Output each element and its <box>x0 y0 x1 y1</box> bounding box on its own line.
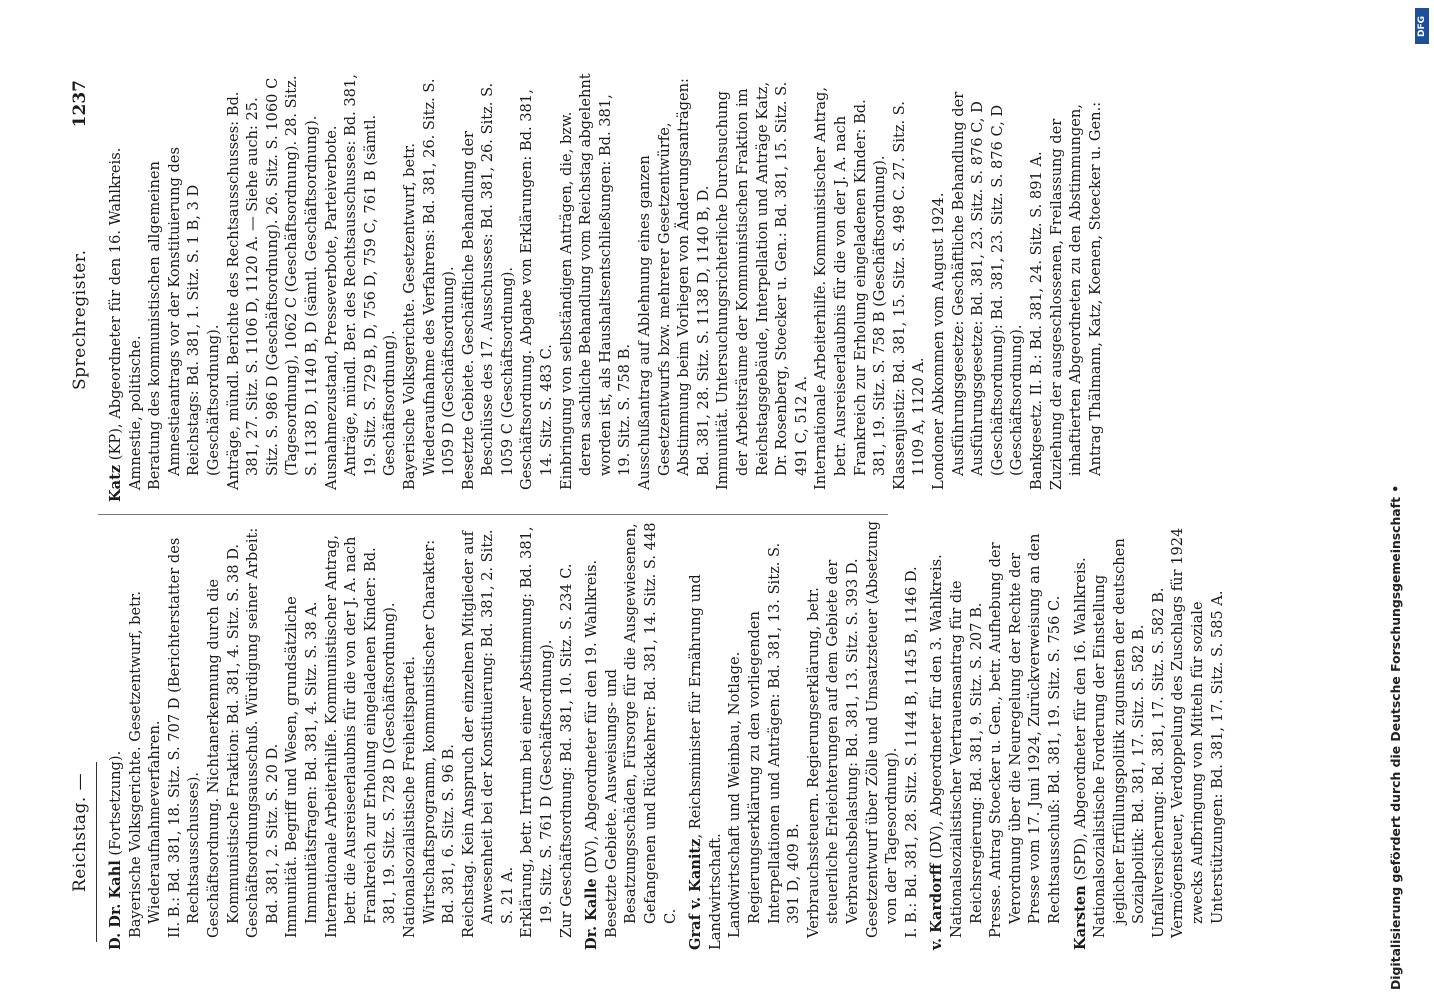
entry-line: Besetzte Gebiete. Geschäftliche Behandlung der Beschlüsse des 17. Ausschusses: Bd. 381, 26. Sitz. S. 1059 C (Geschäftsordnung). <box>459 82 516 490</box>
header-rule <box>96 762 97 942</box>
entry-line: Amnestie, politische. <box>126 335 144 490</box>
entry-line: Bayerische Volksgerichte. Gesetzentwurf, betr. Wiederaufnahmeverfahren. <box>126 591 164 938</box>
speaker-name: D. Dr. Kahl <box>107 860 124 950</box>
entry-line: Ausschußantrag auf Ablehnung eines ganzen Gesetzentwurfs bzw. mehrerer Gesetzentwürfe, Abstimmung beim Vorliegen von Änderungsanträgen: Bd. 381, 28. Sitz. S. 1138 D, 1140 B, D. <box>636 78 712 490</box>
speaker-description: (KP), Abgeordneter für den 16. Wahlkreis. <box>107 147 124 465</box>
entry-line: Gesetzentwurf über Zölle und Umsatzsteuer (Absetzung von der Tagesordnung). <box>863 520 901 938</box>
entry-line: Beratung des kommunistischen allgemeinen Amnestieantrags vor der Konstituierung des Reichstags: Bd. 381, 1. Sitz. S. 1 B, 3 D (Geschäftsordnung). <box>146 147 222 490</box>
speaker-description: , Reichsminister für Ernährung und Landwirtschaft. <box>687 574 724 950</box>
header-center: Sprechregister. <box>70 249 90 390</box>
speaker-description: (DV), Abgeordneter für den 3. Wahlkreis. <box>928 554 946 864</box>
entry-line: Vermögensteuer, Verdoppelung des Zuschlags für 1924 zwecks Aufbringung von Mitteln für soziale Unterstützungen: Bd. 381, 17. Sitz. S. 585 A. <box>1169 527 1226 938</box>
speaker-name: v. Kardorff <box>928 863 946 950</box>
speaker-name: Karsten <box>1071 885 1089 950</box>
speaker-name: Katz <box>107 464 124 502</box>
entry-line: Londoner Abkommen vom August 1924. Ausführungsgesetze: Geschäftliche Behandlung der Ausführungsgesetze: Bd. 381, 23. Sitz. S. 876 C, D (Geschäftsordnung): Bd. 381, 23. Sitz. S. 876 C, D (Geschäftsordnung). <box>929 91 1026 490</box>
entry-line: Geschäftsordnungsausschuß. Würdigung seiner Arbeit: Bd. 381, 2. Sitz. S. 20 D. <box>244 527 281 938</box>
entry-line: II. B.: Bd. 381, 18. Sitz. S. 707 D (Berichterstatter des Rechtsausschusses). <box>165 537 203 938</box>
entry-line: Unfallversicherung: Bd. 381, 17. Sitz. S. 582 B. <box>1149 587 1167 938</box>
rotated-page <box>68 70 1368 950</box>
register-entry <box>106 520 576 950</box>
entry-line: Nationalsozialistischer Vertrauensantrag für die Reichsregierung: Bd. 381, 9. Sitz. S. 207 B. <box>947 580 985 938</box>
speaker-description: (SPD), Abgeordneter für den 16. Wahlkreis. <box>1071 557 1089 886</box>
register-entry <box>927 520 1064 950</box>
entry-line: Besetzte Gebiete. Ausweisungs- und Besatzungsschäden, Fürsorge für die Ausgewiesenen, Gefangenen und Rückkehrer: Bd. 381, 14. Sitz. S. 448 C. <box>602 522 679 938</box>
entry-heading <box>1071 520 1091 950</box>
entry-heading <box>106 520 126 950</box>
entry-line: I. B.: Bd. 381, 28. Sitz. S. 1144 B, 1145 B, 1146 D. <box>902 566 920 938</box>
left-column <box>106 520 1233 950</box>
credit-line: Digitalisierung gefördert durch die Deutsche Forschungsgemeinschaft • <box>1388 484 1403 990</box>
entry-line: Nationalsozialistische Forderung der Einstellung jeglicher Erfüllungspolitik zugunsten der deutschen Sozialpolitik: Bd. 381, 17. Sitz. S. 582 B. <box>1091 538 1148 938</box>
entry-heading <box>686 520 725 950</box>
entry-line: Bankgesetz. II. B.: Bd. 381, 24. Sitz. S. 891 A. <box>1027 151 1045 490</box>
register-entry <box>106 72 1105 502</box>
entry-line: Immunität. Begriff und Wesen, grundsätzliche Immunitätsfragen: Bd. 381, 4. Sitz. S. 38 A. <box>283 596 320 938</box>
entry-line: Geschäftsordnung. Abgabe von Erklärungen: Bd. 381, 14. Sitz. S. 483 C. <box>518 89 556 490</box>
speaker-name: Graf v. Kanitz <box>687 838 705 950</box>
entry-line: Anträge, mündl. Berichte des Rechtsausschusses: Bd. 381, 27. Sitz. S. 1106 D, 1120 A. — Siehe auch: 25. Sitz. S. 986 D (Geschäftsordnung). 26. Sitz. S. 1060 C (Tagesordnung), 1062 C (Geschäftsordnung). 28. Sitz. S. 1138 D, 1140 B, D (sämtl. Geschäftsordnung). <box>224 75 320 490</box>
entry-line: Internationale Arbeiterhilfe. Kommunistischer Antrag, betr. die Ausreiseerlaubnis für die von der J. A. nach Frankreich zur Erholung eingeladenen Kinder: Bd. 381, 19. Sitz. S. 728 D (Geschäftsordnung). <box>322 534 399 938</box>
entry-line: Ausnahmezustand, Presseverbote, Parteiverbote. Anträge, mündl. Ber. des Rechtsausschusses: Bd. 381, 19. Sitz. S. 729 B, D, 756 D, 759 C, 761 B (sämtl. Geschäftsordnung). <box>322 74 399 490</box>
entry-line: Landwirtschaft und Weinbau, Notlage. Regierungserklärung zu den vorliegenden Interpellationen und Anträgen: Bd. 381, 13. Sitz. S. 391 D, 409 B. <box>726 542 803 938</box>
entry-line: Presse. Antrag Stoecker u. Gen., betr. Aufhebung der Verordnung über die Neuregelung der Rechte der Presse vom 17. Juni 1924, Zurückverweisung an den Rechtsausschuß: Bd. 381, 19. Sitz. S. 756 C. <box>987 533 1063 938</box>
entry-line: Zuziehung der ausgeschlossenen, Freilassung der inhaftierten Abgeordneten zu den Abstimmungen, Antrag Thälmann, Katz, Koenen, Stoecker u. Gen.: <box>1047 101 1104 490</box>
entry-heading <box>106 72 126 502</box>
entry-line: Immunität. Untersuchungsrichterliche Durchsuchung der Arbeitsräume der Kommunistischen Fraktion im Reichstagsgebäude, Interpellation und Anträge Katz, Dr. Rosenberg, Stoecker u. Gen.: Bd. 381, 15. Sitz. S. 491 C, 512 A. <box>714 81 810 490</box>
page-number: 1237 <box>70 80 90 128</box>
speaker-description: (Fortsetzung). <box>107 750 124 861</box>
register-entry <box>1071 520 1228 950</box>
page-header <box>68 70 102 950</box>
column-divider <box>98 514 888 515</box>
entry-line: Bayerische Volksgerichte. Gesetzentwurf, betr. Wiederaufnahme des Verfahrens: Bd. 381, 26. Sitz. S. 1059 D (Geschäftsordnung). <box>400 78 458 490</box>
entry-line: Zur Geschäftsordnung: Bd. 381, 10. Sitz. S. 234 C. <box>557 563 575 938</box>
register-entry <box>582 520 680 950</box>
entry-line: Reichstag. Kein Anspruch der einzelnen Mitglieder auf Anwesenheit bei der Konstituierung: Bd. 381, 2. Sitz. S. 21 A. <box>459 529 516 938</box>
right-column <box>106 72 1111 502</box>
entry-line: Geschäftsordnung. Nichtanerkennung durch die Kommunistische Fraktion: Bd. 381, 4. Sitz. S. 38 D. <box>204 543 242 938</box>
register-entry <box>686 520 921 950</box>
entry-line: Verbrauchssteuern. Regierungserklärung, betr. steuerliche Erleichterungen auf dem Gebiete der Verbrauchsbelastung: Bd. 381, 13. Sitz. S. 393 D. <box>804 558 861 938</box>
entry-line: Internationale Arbeiterhilfe. Kommunistischer Antrag, betr. Ausreiseerlaubnis für die von der J. A. nach Frankreich zur Erholung eingeladenen Kinder: Bd. 381, 19. Sitz. S. 758 B (Geschäftsordnung). <box>812 86 889 490</box>
header-left: Reichstag. — <box>70 772 90 892</box>
speaker-name: Dr. Kalle <box>583 878 601 950</box>
dfg-logo: DFG <box>1415 8 1429 44</box>
entry-line: Erklärung, betr. Irrtum bei einer Abstimmung: Bd. 381, 19. Sitz. S. 761 D (Geschäftsordnung). <box>518 526 556 938</box>
entry-line: Nationalsozialistische Freiheitspartei. Wirtschaftsprogramm, kommunistischer Charakter: Bd. 381, 6. Sitz. S. 96 B. <box>400 539 458 938</box>
entry-line: Klassenjustiz: Bd. 381, 15. Sitz. S. 498 C. 27. Sitz. S. 1109 A, 1120 A. <box>890 101 928 490</box>
speaker-description: (DV), Abgeordneter für den 19. Wahlkreis. <box>583 559 601 879</box>
entry-line: Einbringung von selbständigen Anträgen, die, bzw. deren sachliche Behandlung vom Reichstag abgelehnt worden ist, als Haushaltsentschließungen: Bd. 381, 19. Sitz. S. 758 B. <box>557 73 634 490</box>
entry-heading <box>927 520 947 950</box>
entry-heading <box>582 520 602 950</box>
